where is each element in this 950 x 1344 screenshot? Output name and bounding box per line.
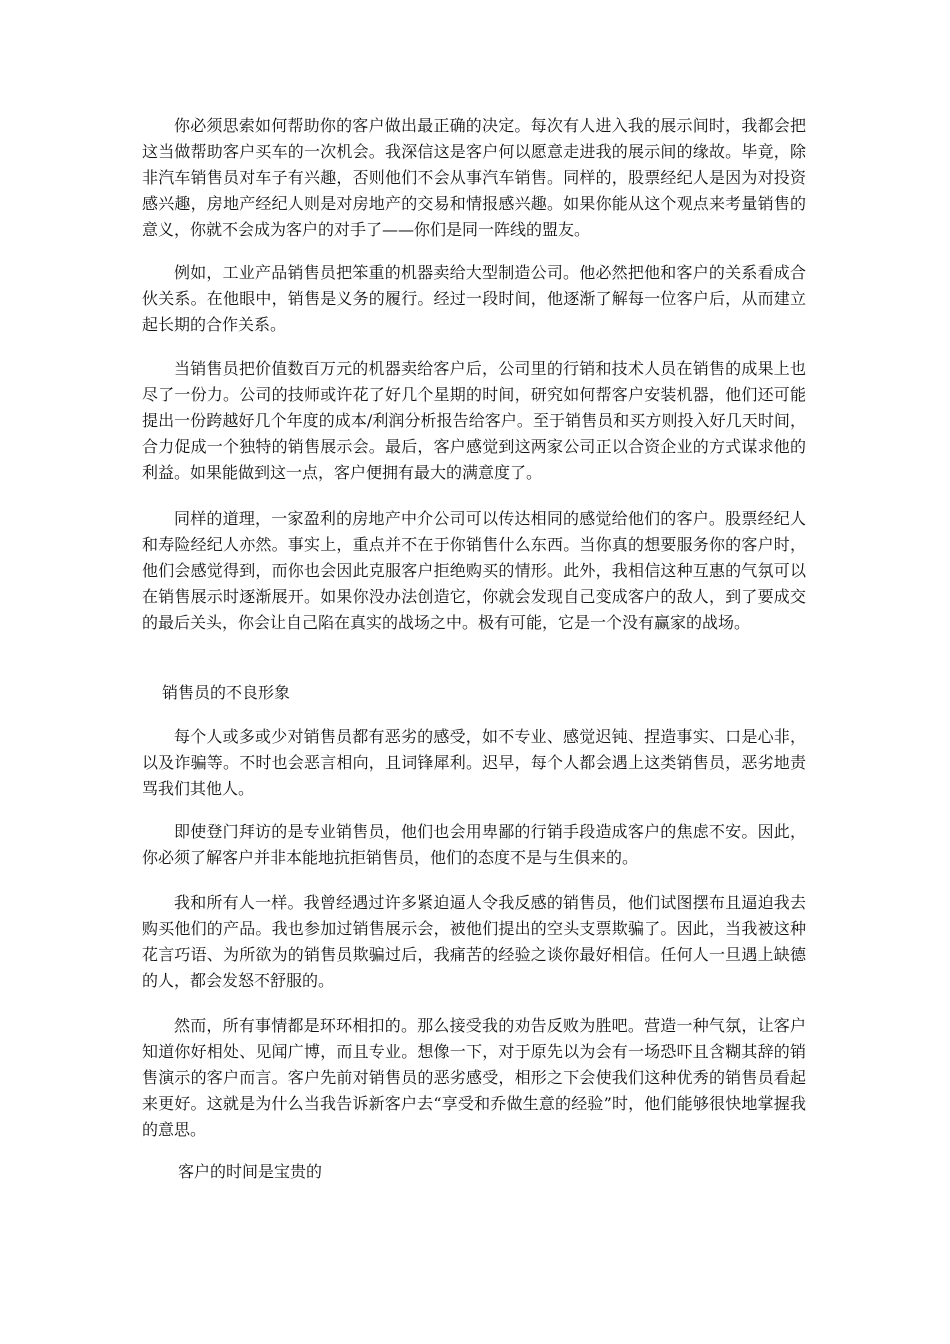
paragraph: 你必须思索如何帮助你的客户做出最正确的决定。每次有人进入我的展示间时，我都会把这当做帮助客户买车的一次机会。我深信这是客户何以愿意走进我的展示间的缘故。毕竟，除非汽车销售员对车子有兴趣，否则他们不会从事汽车销售。同样的，股票经纪人是因为对投资感兴趣，房地产经纪人则是对房地产的交易和情报感兴趣。如果你能从这个观点来考量销售的意义，你就不会成为客户的对手了——你们是同一阵线的盟友。 bbox=[142, 116, 806, 239]
paragraph: 同样的道理，一家盈利的房地产中介公司可以传达相同的感觉给他们的客户。股票经纪人和寿险经纪人亦然。事实上，重点并不在于你销售什么东西。当你真的想要服务你的客户时，他们会感觉得到，而你也会因此克服客户拒绝购买的情形。此外，我相信这种互惠的气氛可以在销售展示时逐渐展开。如果你没办法创造它，你就会发现自己变成客户的敌人，到了要成交的最后关头，你会让自己陷在真实的战场之中。极有可能，它是一个没有赢家的战场。 bbox=[142, 509, 806, 632]
paragraph: 每个人或多或少对销售员都有恶劣的感受，如不专业、感觉迟钝、捏造事实、口是心非，以及诈骗等。不时也会恶言相向，且词锋犀利。迟早，每个人都会遇上这类销售员，恶劣地责骂我们其他人。 bbox=[142, 727, 806, 798]
paragraph: 即使登门拜访的是专业销售员，他们也会用卑鄙的行销手段造成客户的焦虑不安。因此，你必须了解客户并非本能地抗拒销售员，他们的态度不是与生俱来的。 bbox=[142, 822, 806, 867]
paragraph: 例如，工业产品销售员把笨重的机器卖给大型制造公司。他必然把他和客户的关系看成合伙关系。在他眼中，销售是义务的履行。经过一段时间，他逐渐了解每一位客户后，从而建立起长期的合作关系。 bbox=[142, 263, 806, 334]
paragraph: 然而，所有事情都是环环相扣的。那么接受我的劝告反败为胜吧。营造一种气氛，让客户知道你好相处、见闻广博，而且专业。想像一下，对于原先以为会有一场恐吓且含糊其辞的销售演示的客户而言。客户先前对销售员的恶劣感受，相形之下会使我们这种优秀的销售员看起来更好。这就是为什么当我告诉新客户去“享受和乔做生意的经验”时，他们能够很快地掌握我的意思。 bbox=[142, 1016, 806, 1139]
paragraph: 我和所有人一样。我曾经遇过许多紧迫逼人令我反感的销售员，他们试图摆布且逼迫我去购买他们的产品。我也参加过销售展示会，被他们提出的空头支票欺骗了。因此，当我被这种花言巧语、为所欲为的销售员欺骗过后，我痛苦的经验之谈你最好相信。任何人一旦遇上缺德的人，都会发怒不舒服的。 bbox=[142, 893, 806, 990]
section-heading: 客户的时间是宝贵的 bbox=[178, 1162, 323, 1181]
paragraph: 当销售员把价值数百万元的机器卖给客户后，公司里的行销和技术人员在销售的成果上也尽了一份力。公司的技师或许花了好几个星期的时间，研究如何帮客户安装机器，他们还可能提出一份跨越好几个年度的成本/利润分析报告给客户。至于销售员和买方则投入好几天时间，合力促成一个独特的销售展示会。最后，客户感觉到这两家公司正以合资企业的方式谋求他的利益。如果能做到这一点，客户便拥有最大的满意度了。 bbox=[142, 359, 806, 482]
section-heading: 销售员的不良形象 bbox=[162, 683, 291, 702]
